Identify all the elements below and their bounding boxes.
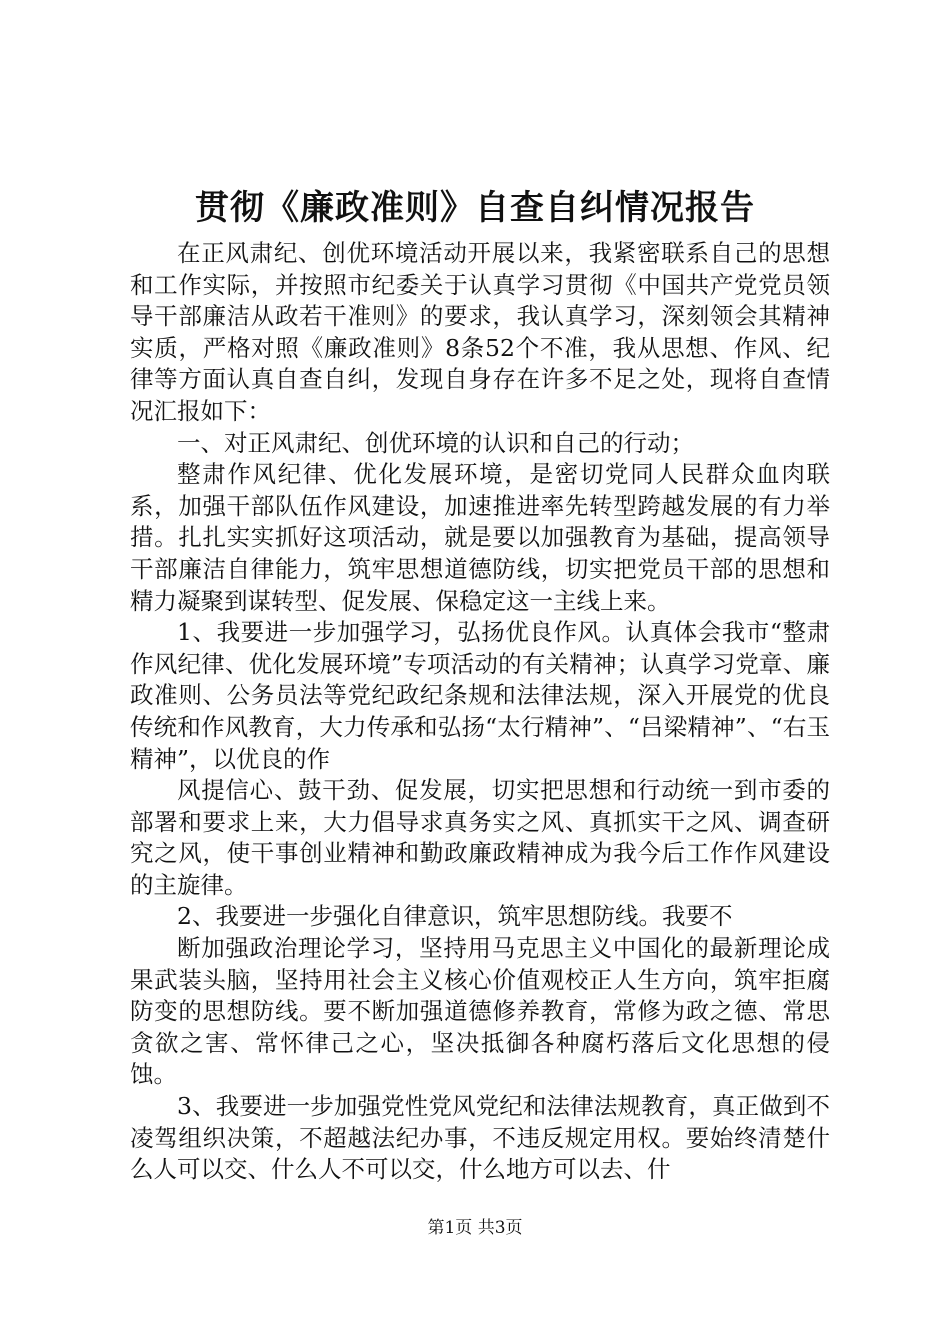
paragraph: 断加强政治理论学习，坚持用马克思主义中国化的最新理论成果武装头脑，坚持用社会主义核心价值观校正人生方向，筑牢拒腐防变的思想防线。要不断加强道德修养教育，常修为政之德、常思贪欲之害、常怀律己之心，坚决抵御各种腐朽落后文化思想的侵蚀。 [130, 934, 830, 1089]
paragraph: 1、我要进一步加强学习，弘扬优良作风。认真体会我市“整肃作风纪律、优化发展环境”专项活动的有关精神；认真学习党章、廉政准则、公务员法等党纪政纪条规和法律法规，深入开展党的优良传统和作风教育，大力传承和弘扬“太行精神”、“吕梁精神”、“右玉精神”，以优良的作 [130, 618, 830, 773]
paragraph: 3、我要进一步加强党性党风党纪和法律法规教育，真正做到不凌驾组织决策，不超越法纪办事，不违反规定用权。要始终清楚什么人可以交、什么人不可以交，什么地方可以去、什 [130, 1092, 830, 1184]
document-body [130, 238, 830, 1186]
page-footer: 第1页 共3页 [427, 1218, 523, 1238]
paragraph: 风提信心、鼓干劲、促发展，切实把思想和行动统一到市委的部署和要求上来，大力倡导求真务实之风、真抓实干之风、调查研究之风，使干事创业精神和勤政廉政精神成为我今后工作作风建设的主旋律。 [130, 776, 830, 899]
paragraph: 一、对正风肃纪、创优环境的认识和自己的行动； [177, 428, 694, 457]
paragraph: 整肃作风纪律、优化发展环境，是密切党同人民群众血肉联系，加强干部队伍作风建设，加速推进率先转型跨越发展的有力举措。扎扎实实抓好这项活动，就是要以加强教育为基础，提高领导干部廉洁自律能力，筑牢思想道德防线，切实把党员干部的思想和精力凝聚到谋转型、促发展、保稳定这一主线上来。 [130, 460, 830, 615]
page-title: 贯彻《廉政准则》自查自纠情况报告 [195, 188, 755, 228]
paragraph: 在正风肃纪、创优环境活动开展以来，我紧密联系自己的思想和工作实际，并按照市纪委关于认真学习贯彻《中国共产党党员领导干部廉洁从政若干准则》的要求，我认真学习，深刻领会其精神实质，严格对照《廉政准则》8条52个不准，我从思想、作风、纪律等方面认真自查自纠，发现自身存在许多不足之处，现将自查情况汇报如下： [130, 239, 830, 425]
paragraph: 2、我要进一步强化自律意识，筑牢思想防线。我要不 [177, 902, 733, 931]
